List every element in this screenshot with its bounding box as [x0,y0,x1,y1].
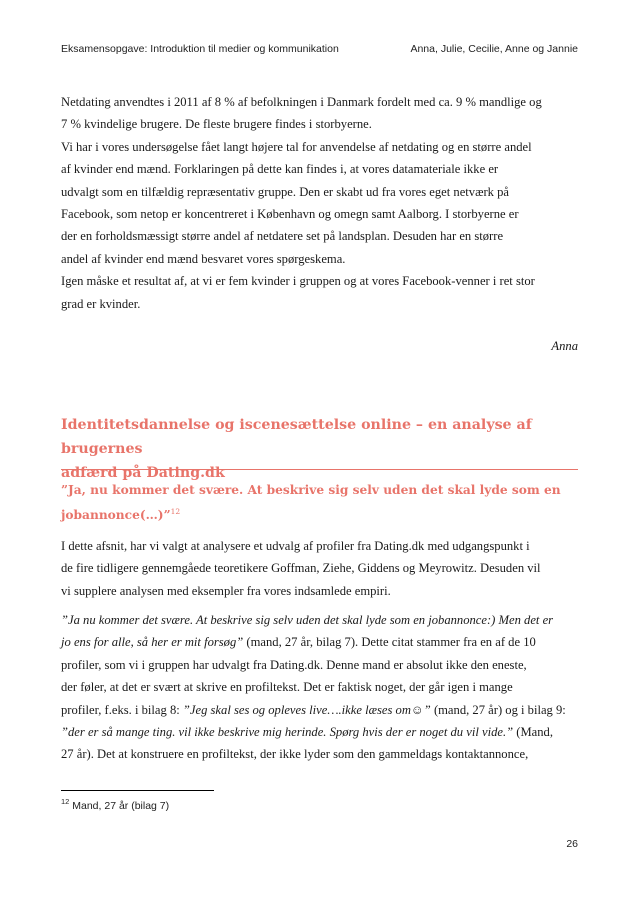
text-line: der en forholdsmæssigt større andel af netdatere set på landsplan. Desuden har en større [61,229,504,244]
author-signature: Anna [551,339,578,353]
text-line [61,699,579,721]
subheading-line: ”Ja, nu kommer det svære. At beskrive sig selv uden det skal lyde som en [61,483,561,497]
text-line: Vi har i vores undersøgelse fået langt højere tal for anvendelse af netdating og en større andel [61,139,532,154]
text-line: vi supplere analysen med eksempler fra vores indsamlede empiri. [61,583,391,598]
footnote-reference[interactable]: 12 [170,507,181,516]
footnote-number: 12 [61,797,70,806]
text-line [61,721,579,743]
quote-text: ”der er så mange ting. vil ikke beskrive mig herinde. Spørg hvis der er noget du vil vide.” [61,725,514,740]
text-line: andel af kvinder end mænd besvaret vores spørgeskema. [61,251,346,266]
text-line [61,631,579,653]
quote-text: ”Ja nu kommer det svære. At beskrive sig selv uden det skal lyde som en jobannonce:) Men det er [61,613,554,627]
text-line: I dette afsnit, har vi valgt at analysere et udvalg af profiler fra Dating.dk med udgangspunkt i [61,539,530,553]
text-line: 27 år). Det at konstruere en profiltekst, der ikke lyder som den gammeldags kontaktannonce, [61,747,529,762]
footnote-text: Mand, 27 år (bilag 7) [69,800,170,812]
quote-text: ”Jeg skal ses og opleves live….ikke læses om☺” [182,702,431,717]
body-text: (mand, 27 år) og i bilag 9: [430,702,566,717]
page-number: 26 [566,838,578,850]
text-line: Netdating anvendtes i 2011 af 8 % af befolkningen i Danmark fordelt med ca. 9 % mandlige og [61,95,542,109]
analysis-paragraph [61,609,579,766]
section-heading-line: adfærd på Dating.dk [61,465,225,481]
text-line: der føler, at det er svært at skrive en profiltekst. Det er faktisk noget, der går igen i mange [61,680,513,695]
text-line: profiler, som vi i gruppen har udvalgt fra Dating.dk. Denne mand er absolut ikke den eneste, [61,657,527,672]
section-heading-line: Identitetsdannelse og iscenesættelse online – en analyse af brugernes [61,417,532,457]
text-line: de fire tidligere gennemgåede teoretikere Goffman, Ziehe, Giddens og Meyrowitz. Desuden vil [61,561,541,576]
text-line: udvalgt som en tilfældig repræsentativ gruppe. Den er skabt ud fra vores eget netværk på [61,184,510,199]
text-line: Igen måske et resultat af, at vi er fem kvinder i gruppen og at vores Facebook-venner i ret stor [61,274,535,289]
body-text: (Mand, [513,725,553,740]
intro-paragraph [61,91,579,315]
footnote [61,797,169,812]
body-text: profiler, f.eks. i bilag 8: [61,702,183,717]
text-line [61,609,579,631]
subheading-line: jobannonce(…)” [61,508,171,522]
running-header-title: Eksamensopgave: Introduktion til medier og kommunikation [61,43,339,55]
text-line: grad er kvinder. [61,296,141,311]
text-line: Facebook, som netop er koncentreret i København og omegn samt Aalborg. I storbyerne er [61,207,519,222]
text-line: af kvinder end mænd. Forklaringen på dette kan findes i, at vores datamateriale ikke er [61,162,499,177]
subheading [61,480,579,526]
section-heading [61,413,579,485]
section-intro-paragraph [61,535,579,602]
heading-rule [61,469,578,470]
body-text: (mand, 27 år, bilag 7). Dette citat stammer fra en af de 10 [243,635,536,650]
running-header-authors: Anna, Julie, Cecilie, Anne og Jannie [410,43,578,55]
quote-text: jo ens for alle, så her er mit forsøg” [61,635,244,650]
text-line: 7 % kvindelige brugere. De fleste brugere findes i storbyerne. [61,117,372,132]
footnote-separator [61,790,214,791]
